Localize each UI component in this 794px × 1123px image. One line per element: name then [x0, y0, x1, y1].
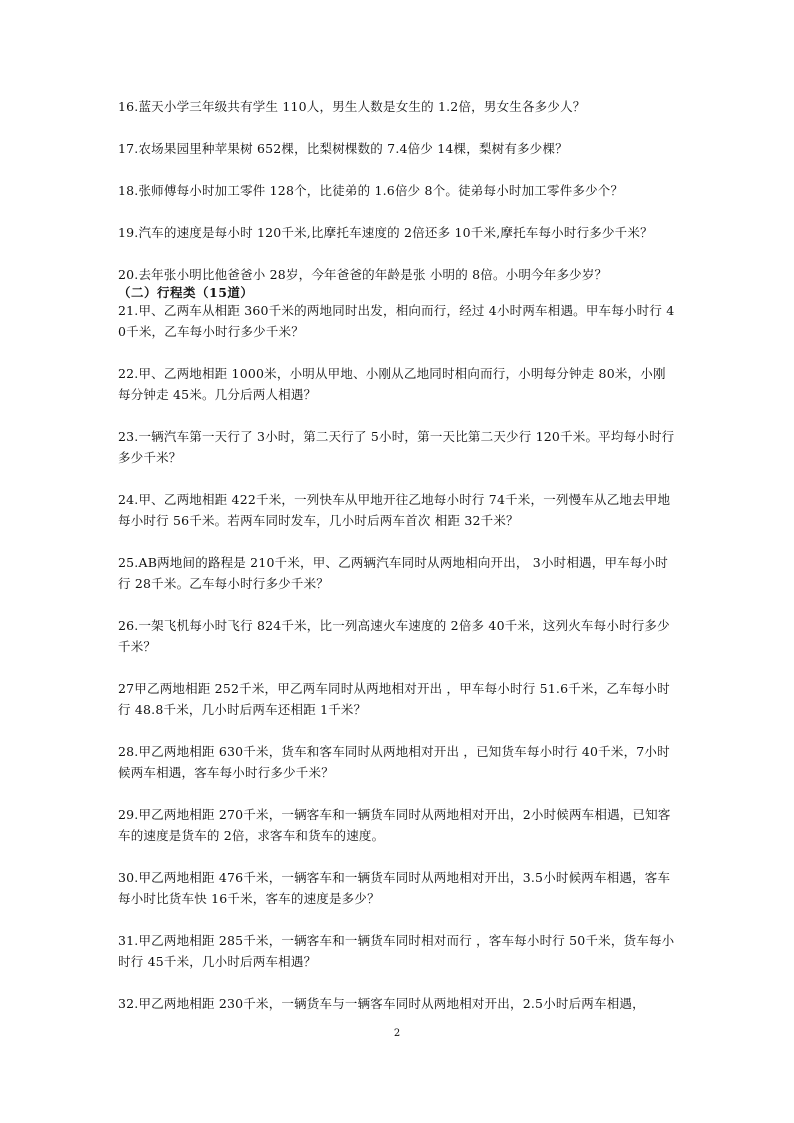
- problem-16: 16.蓝天小学三年级共有学生 110人，男生人数是女生的 1.2倍，男女生各多少人？: [118, 99, 586, 114]
- problem-25: 25.AB两地间的路程是 210千米，甲、乙两辆汽车同时从两地相向开出， 3小时相遇，甲车每小时行 28千米。乙车每小时行多少千米？: [118, 555, 668, 591]
- problem-23: 23.一辆汽车第一天行了 3小时，第二天行了 5小时，第一天比第二天少行 120千米。平均每小时行多少千米？: [118, 429, 675, 465]
- problem-32: 32.甲乙两地相距 230千米，一辆货车与一辆客车同时从两地相对开出，2.5小时后两车相遇，: [118, 996, 645, 1011]
- problem-28: 28.甲乙两地相距 630千米，货车和客车同时从两地相对开出 ，已知货车每小时行 40千米，7小时候两车相遇，客车每小时行多少千米？: [118, 744, 670, 780]
- problem-31: 31.甲乙两地相距 285千米，一辆客车和一辆货车同时相对而行 ，客车每小时行 50千米，货车每小时行 45千米，几小时后两车相遇？: [118, 933, 675, 969]
- problem-26: 26.一架飞机每小时飞行 824千米，比一列高速火车速度的 2倍多 40千米，这列火车每小时行多少千米？: [118, 618, 670, 654]
- section-heading-travel: （二）行程类（15道）: [118, 285, 254, 300]
- problem-21: 21.甲、乙两车从相距 360千米的两地同时出发，相向而行，经过 4小时两车相遇。甲车每小时行 40千米，乙车每小时行多少千米？: [118, 303, 675, 339]
- problem-27: 27甲乙两地相距 252千米，甲乙两车同时从两地相对开出 ，甲车每小时行 51.6千米，乙车每小时行 48.8千米，几小时后两车还相距 1千米？: [118, 681, 670, 717]
- problem-22: 22.甲、乙两地相距 1000米，小明从甲地、小刚从乙地同时相向而行，小明每分钟走 80米，小刚每分钟走 45米。几分后两人相遇？: [118, 366, 666, 402]
- page-content: [118, 96, 678, 1014]
- problem-18: 18.张师傅每小时加工零件 128个，比徒弟的 1.6倍少 8个。徒弟每小时加工零件多少个？: [118, 183, 624, 198]
- problem-19: 19.汽车的速度是每小时 120千米,比摩托车速度的 2倍还多 10千米,摩托车每小时行多少千米？: [118, 225, 653, 240]
- problem-24: 24.甲、乙两地相距 422千米，一列快车从甲地开往乙地每小时行 74千米，一列慢车从乙地去甲地每小时行 56千米。若两车同时发车，几小时后两车首次 相距 32千米？: [118, 492, 671, 528]
- page-number: 2: [393, 1028, 401, 1039]
- problem-20: 20.去年张小明比他爸爸小 28岁，今年爸爸的年龄是张 小明的 8倍。小明今年多少岁？: [118, 267, 608, 282]
- problem-30: 30.甲乙两地相距 476千米，一辆客车和一辆货车同时从两地相对开出，3.5小时候两车相遇，客车每小时比货车快 16千米，客车的速度是多少？: [118, 870, 671, 906]
- problem-17: 17.农场果园里种苹果树 652棵，比梨树棵数的 7.4倍少 14棵，梨树有多少棵？: [118, 141, 568, 156]
- problem-29: 29.甲乙两地相距 270千米，一辆客车和一辆货车同时从两地相对开出，2小时候两车相遇，已知客车的速度是货车的 2倍，求客车和货车的速度。: [118, 807, 671, 843]
